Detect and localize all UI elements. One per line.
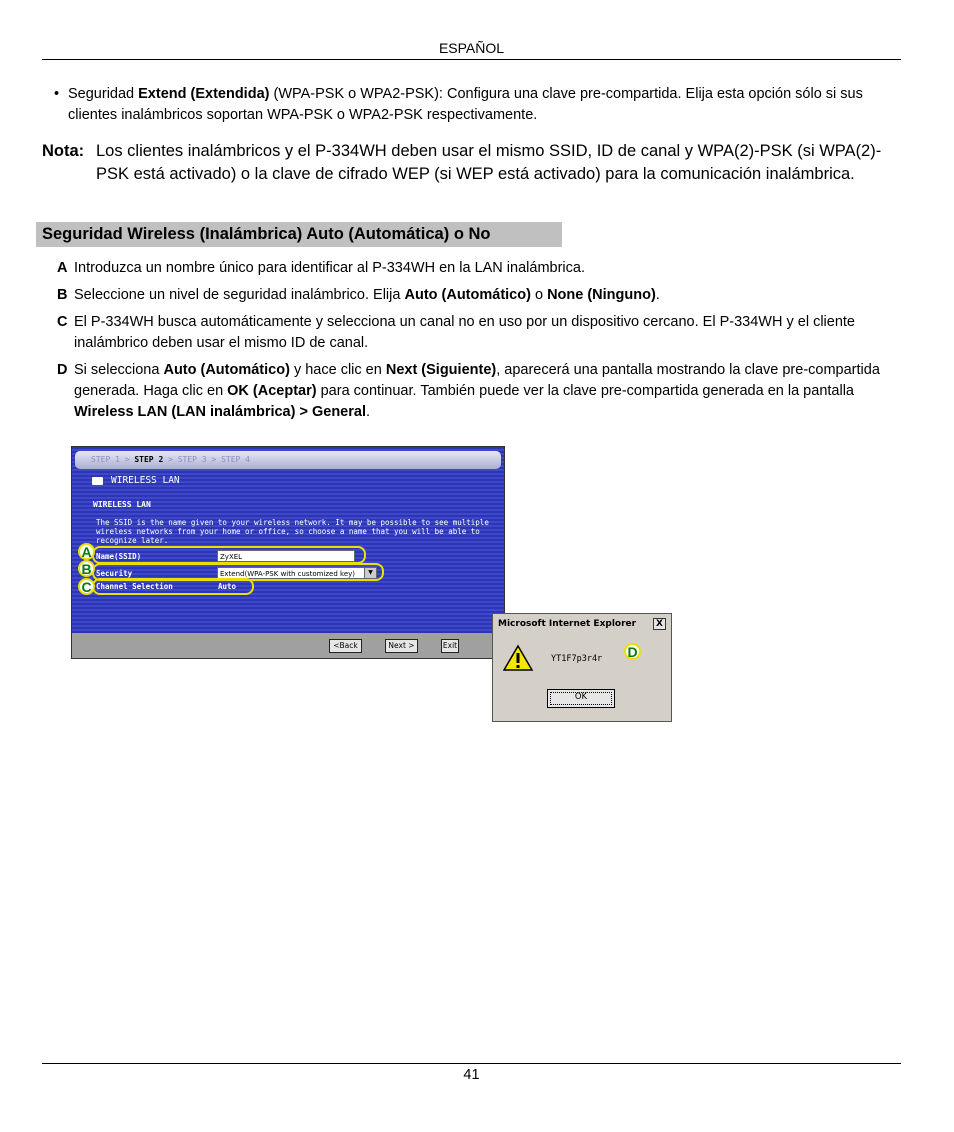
security-select[interactable]: Extend(WPA-PSK with customized key) ▼	[217, 567, 377, 579]
security-label: Security	[96, 569, 133, 578]
next-button[interactable]: Next >	[385, 639, 418, 653]
highlight-ring-a	[92, 546, 366, 564]
generated-key: YT1F7p3r4r	[551, 654, 603, 664]
channel-value: Auto	[218, 582, 237, 591]
header-divider	[42, 59, 901, 60]
ie-dialog	[492, 613, 672, 722]
note-block	[42, 140, 902, 186]
wizard-section-heading: WIRELESS LAN	[93, 500, 151, 509]
back-button[interactable]: <Back	[329, 639, 362, 653]
marker-d: D	[624, 643, 641, 660]
note-text: Los clientes inalámbricos y el P-334WH deben usar el mismo SSID, ID de canal y WPA(2)-PSK (si WPA(2)-PSK está activado) o la clave de cifrado WEP (si WEP está activado) para la comunicación inalámbrica.	[96, 142, 882, 183]
tab-step-2[interactable]: STEP 2	[134, 455, 164, 464]
tab-step-3[interactable]: > STEP 3 >	[168, 455, 217, 464]
step-d: D Si selecciona Auto (Automático) y hace clic en Next (Siguiente), aparecerá una pantalla mostrando la clave pre-compartida generada. Haga clic en OK (Aceptar) para continuar. También puede ver la clave pre-compartida generada en la pantalla Wireless LAN (LAN inalámbrica) > General.	[57, 362, 880, 420]
step-b: B Seleccione un nivel de seguridad inalámbrico. Elija Auto (Automático) o None (Ninguno).	[57, 287, 660, 303]
ssid-label: Name(SSID)	[96, 552, 142, 561]
warning-icon	[503, 644, 533, 672]
page-number: 41	[463, 1067, 480, 1083]
folder-icon	[92, 477, 103, 485]
marker-b: B	[78, 560, 95, 577]
footer-divider	[42, 1063, 901, 1064]
step-a: A Introduzca un nombre único para identificar al P-334WH en la LAN inalámbrica.	[57, 260, 585, 276]
page-header-language: ESPAÑOL	[438, 40, 505, 56]
wizard-description: The SSID is the name given to your wireless network. It may be possible to see multiple wireless networks from your home or office, so choose a name that you will be able to recognize later.	[96, 518, 489, 545]
marker-c: C	[78, 578, 95, 595]
channel-label: Channel Selection	[96, 582, 173, 591]
section-title: Seguridad Wireless (Inalámbrica) Auto (Automática) o No	[36, 222, 562, 247]
wizard-step-tabs	[75, 451, 501, 469]
close-icon[interactable]: X	[653, 618, 666, 630]
bullet-extend-security	[54, 84, 884, 126]
dropdown-arrow-icon[interactable]: ▼	[364, 568, 376, 578]
highlight-ring-c	[92, 578, 254, 595]
tab-step-1[interactable]: STEP 1 >	[91, 455, 130, 464]
dialog-title: Microsoft Internet Explorer X	[496, 617, 668, 632]
step-c: C El P-334WH busca automáticamente y selecciona un canal no en uso por un dispositivo cercano. El P-334WH y el cliente inalámbrico deben usar el mismo ID de canal.	[57, 314, 855, 351]
tab-step-4[interactable]: STEP 4	[221, 455, 250, 464]
wizard-title: WIRELESS LAN	[92, 475, 180, 486]
ssid-input[interactable]: ZyXEL	[217, 550, 355, 562]
note-label: Nota:	[42, 142, 85, 160]
bullet-dot: •	[54, 86, 60, 102]
exit-button[interactable]: Exit	[441, 639, 459, 653]
ok-button[interactable]: OK	[547, 689, 615, 708]
marker-a: A	[78, 543, 95, 560]
wizard-screenshot	[71, 446, 505, 659]
wizard-footer	[72, 633, 504, 658]
steps-list	[57, 258, 902, 429]
bullet-text: Seguridad Extend (Extendida) (WPA-PSK o WPA2-PSK): Configura una clave pre-compartida. Elija esta opción sólo si sus clientes inalámbricos soportan WPA-PSK o WPA2-PSK respectivamente.	[68, 86, 863, 123]
